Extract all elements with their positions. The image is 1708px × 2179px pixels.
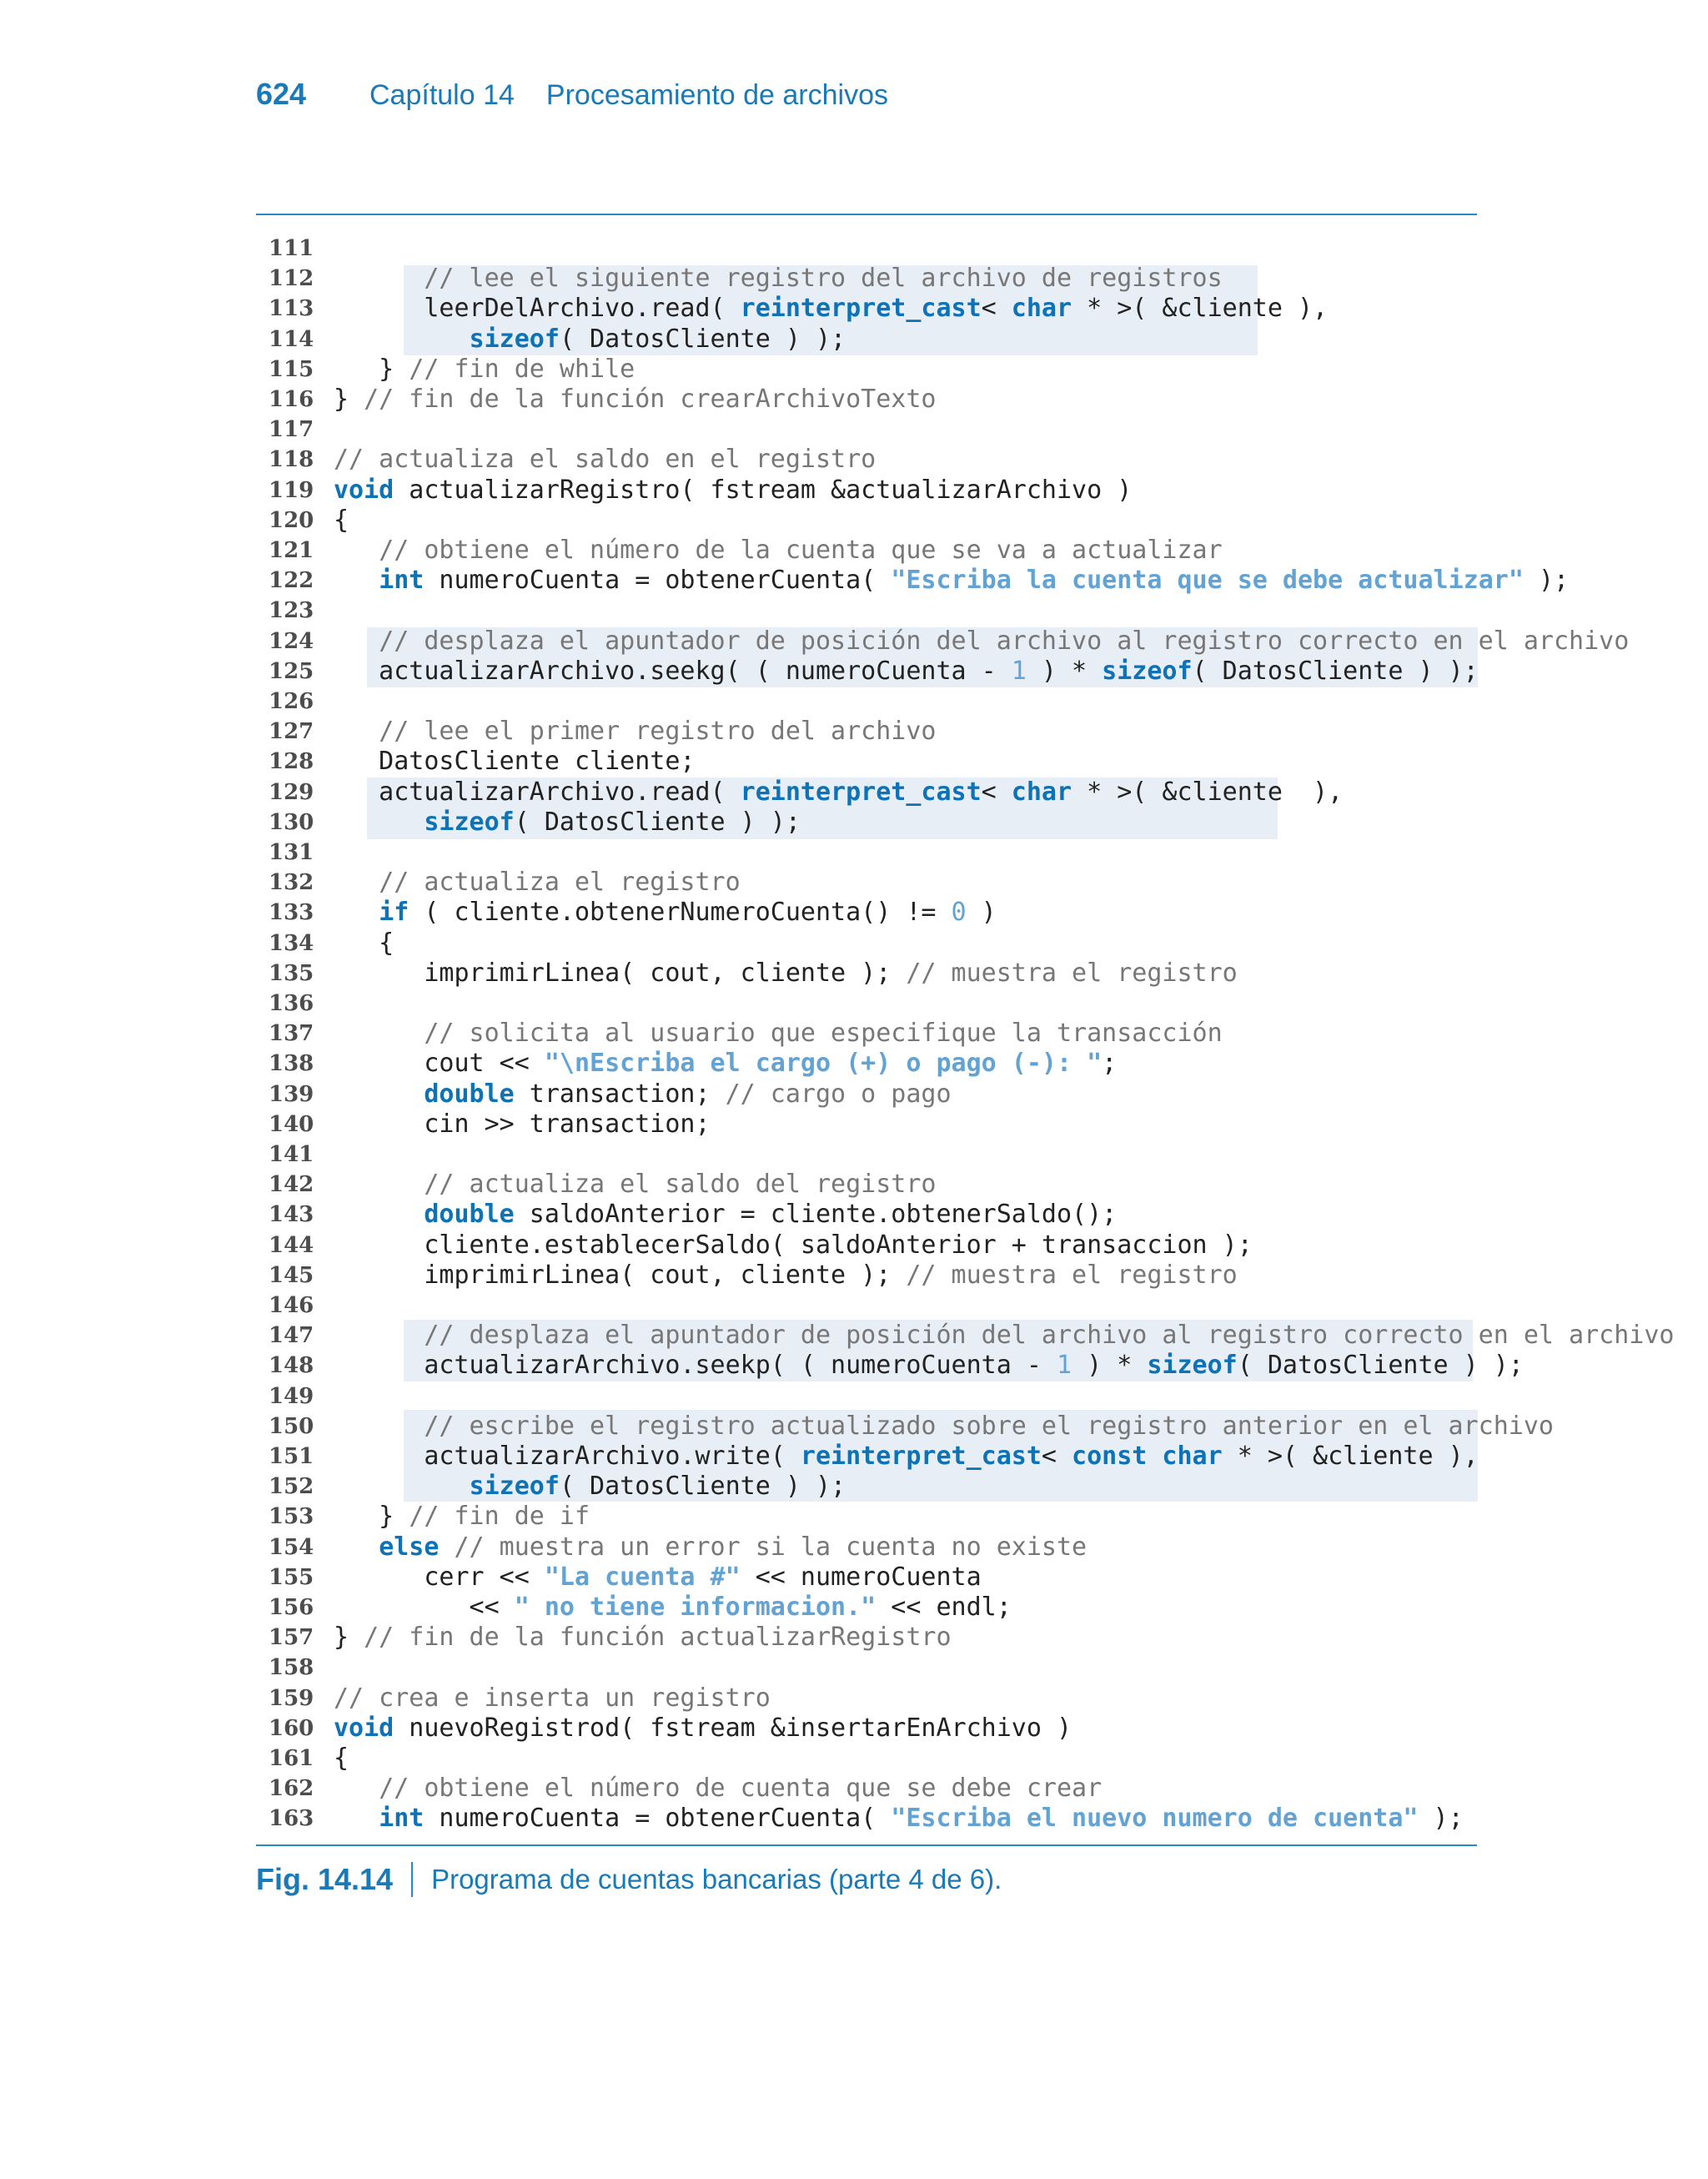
- line-number: 138: [269, 1051, 314, 1077]
- code-text: [334, 1744, 349, 1774]
- code-token: 1: [1011, 656, 1027, 686]
- code-token: {: [334, 1744, 349, 1773]
- line-number: 163: [269, 1806, 314, 1832]
- code-token: // escribe el registro actualizado sobre el registro anterior en el archivo: [424, 1411, 1554, 1441]
- line-number: 157: [269, 1625, 314, 1651]
- line-number: 125: [269, 658, 314, 684]
- code-text: [334, 1774, 1102, 1804]
- code-token: }: [334, 385, 364, 414]
- line-number: 112: [269, 266, 314, 292]
- code-token: cin >> transaction;: [334, 1109, 711, 1139]
- code-token: sizeof: [1102, 656, 1193, 686]
- line-number: 117: [269, 417, 314, 443]
- code-text: [334, 385, 936, 415]
- code-token: {: [334, 505, 349, 535]
- code-text: [334, 536, 1223, 566]
- code-token: );: [1418, 1804, 1464, 1834]
- code-token: {: [334, 928, 394, 958]
- code-token: [334, 1200, 424, 1229]
- code-text: [334, 325, 846, 355]
- code-token: cerr <<: [334, 1562, 545, 1592]
- code-text: [334, 1412, 1554, 1442]
- line-number: 132: [269, 870, 314, 896]
- code-token: double: [424, 1079, 515, 1109]
- section-title: Procesamiento de archivos: [545, 79, 888, 111]
- code-text: [334, 506, 349, 536]
- code-token: }: [334, 354, 409, 384]
- code-token: [334, 808, 424, 837]
- line-number: 162: [269, 1776, 314, 1802]
- code-token: ( cliente.obtenerNumeroCuenta() !=: [409, 898, 952, 928]
- code-token: reinterpret_cast: [740, 777, 982, 807]
- code-token: ): [966, 898, 997, 928]
- code-token: // actualiza el saldo del registro: [424, 1170, 937, 1200]
- code-token: 1: [1056, 1351, 1073, 1381]
- code-token: actualizarRegistro( fstream &actualizarArchivo ): [394, 475, 1133, 505]
- code-text: [334, 627, 1629, 657]
- line-number: 120: [269, 507, 314, 533]
- code-text: [334, 1261, 1238, 1291]
- code-text: [334, 1442, 1479, 1472]
- line-number: 119: [269, 477, 314, 503]
- code-text: [334, 566, 1569, 596]
- code-token: ( DatosCliente ) );: [1237, 1351, 1524, 1381]
- code-text: [334, 264, 1223, 294]
- running-header: [256, 77, 888, 123]
- code-token: // desplaza el apuntador de posición del archivo al registro correcto en el archivo: [424, 1321, 1675, 1351]
- code-token: [334, 1079, 424, 1109]
- code-token: // fin de if: [409, 1502, 590, 1532]
- bottom-rule: [256, 1844, 1477, 1846]
- code-text: [334, 476, 1132, 506]
- code-token: "\nEscriba el cargo (+) o pago (-): ": [544, 1049, 1103, 1079]
- code-token: cliente.establecerSaldo( saldoAnterior + transaccion );: [334, 1230, 1253, 1260]
- line-number: 147: [269, 1323, 314, 1349]
- code-token: << numeroCuenta: [740, 1562, 982, 1592]
- code-token: }: [334, 1502, 409, 1532]
- code-token: // obtiene el número de la cuenta que se va a actualizar: [379, 536, 1223, 565]
- code-token: void: [334, 475, 394, 505]
- line-number: 141: [269, 1142, 314, 1167]
- code-text: [334, 1563, 982, 1593]
- code-token: [334, 1532, 379, 1562]
- code-text: [334, 1472, 846, 1502]
- line-number: 137: [269, 1021, 314, 1047]
- code-token: if: [379, 898, 409, 928]
- line-number: 154: [269, 1534, 314, 1560]
- code-token: cout <<: [334, 1049, 545, 1079]
- code-token: double: [424, 1200, 515, 1230]
- code-token: else: [379, 1532, 440, 1562]
- code-text: [334, 1502, 590, 1532]
- code-token: const char: [1072, 1442, 1223, 1471]
- line-number: 146: [269, 1293, 314, 1318]
- code-text: [334, 1200, 1117, 1230]
- line-number: 124: [269, 628, 314, 654]
- code-token: // muestra un error si la cuenta no existe: [454, 1532, 1088, 1562]
- code-token: imprimirLinea( cout, cliente );: [334, 958, 907, 988]
- top-rule: [256, 214, 1477, 215]
- code-token: << endl;: [876, 1593, 1012, 1622]
- figure-caption: [256, 1859, 1002, 1900]
- code-token: void: [334, 1713, 394, 1743]
- code-token: ) *: [1072, 1351, 1148, 1381]
- line-number: 128: [269, 749, 314, 775]
- line-number: 135: [269, 960, 314, 986]
- code-token: DatosCliente cliente;: [334, 747, 696, 777]
- code-text: [334, 355, 635, 385]
- code-text: [334, 1804, 1464, 1834]
- code-token: imprimirLinea( cout, cliente );: [334, 1260, 907, 1290]
- code-text: [334, 1351, 1524, 1381]
- code-text: [334, 959, 1238, 989]
- code-token: // fin de la función actualizarRegistro: [364, 1623, 952, 1653]
- code-token: [334, 1472, 470, 1501]
- line-number: 151: [269, 1444, 314, 1469]
- code-token: [334, 1019, 424, 1048]
- line-number: 118: [269, 447, 314, 473]
- code-text: [334, 1170, 936, 1200]
- code-text: [334, 717, 936, 747]
- code-token: [334, 536, 379, 565]
- code-token: // actualiza el saldo en el registro: [334, 445, 877, 475]
- line-number: 131: [269, 840, 314, 865]
- code-token: ) *: [1026, 656, 1103, 686]
- code-token: ;: [1102, 1049, 1118, 1079]
- code-token: nuevoRegistrod( fstream &insertarEnArchivo ): [394, 1713, 1073, 1743]
- code-token: // muestra el registro: [906, 958, 1238, 988]
- code-token: [334, 717, 379, 746]
- caption-separator: [411, 1862, 413, 1897]
- code-text: [334, 1683, 771, 1714]
- code-text: [334, 1532, 1087, 1563]
- code-token: actualizarArchivo.write(: [334, 1442, 801, 1471]
- code-text: [334, 1230, 1253, 1261]
- code-token: [334, 1412, 424, 1441]
- line-number: 148: [269, 1353, 314, 1379]
- code-token: "La cuenta #": [544, 1562, 741, 1592]
- line-number: 142: [269, 1172, 314, 1198]
- code-text: [334, 777, 1343, 808]
- code-token: int: [379, 1804, 424, 1834]
- code-text: [334, 1321, 1674, 1351]
- code-text: [334, 1019, 1223, 1049]
- code-token: actualizarArchivo.seekg( ( numeroCuenta -: [334, 656, 1012, 686]
- line-number: 114: [269, 326, 314, 352]
- chapter-title: Capítulo 14: [369, 79, 515, 111]
- code-token: [334, 1774, 379, 1803]
- code-text: [334, 928, 394, 959]
- page-number: 624: [256, 77, 307, 111]
- code-token: // solicita al usuario que especifique la transacción: [424, 1019, 1223, 1049]
- code-token: leerDelArchivo.read(: [334, 294, 741, 324]
- code-token: <<: [334, 1593, 515, 1622]
- line-number: 129: [269, 779, 314, 805]
- code-token: // lee el primer registro del archivo: [379, 717, 937, 747]
- code-token: sizeof: [469, 1472, 560, 1502]
- code-token: <: [981, 294, 1012, 324]
- code-token: [439, 1532, 454, 1562]
- code-token: transaction;: [514, 1079, 726, 1109]
- line-number: 111: [269, 236, 314, 261]
- code-token: <: [1041, 1442, 1073, 1471]
- code-token: [334, 1321, 424, 1350]
- code-text: [334, 1623, 952, 1653]
- code-token: // fin de while: [409, 354, 635, 384]
- line-number: 150: [269, 1413, 314, 1439]
- code-token: <: [981, 777, 1012, 807]
- code-token: " no tiene informacion.": [514, 1593, 877, 1622]
- code-token: );: [1523, 566, 1570, 596]
- code-token: sizeof: [1147, 1351, 1238, 1381]
- code-token: ( DatosCliente ) );: [1192, 656, 1479, 686]
- code-token: char: [1011, 294, 1073, 324]
- code-token: [334, 1170, 424, 1199]
- code-token: // crea e inserta un registro: [334, 1683, 771, 1713]
- code-token: reinterpret_cast: [740, 294, 982, 324]
- code-token: * >( &cliente ),: [1072, 777, 1344, 807]
- code-token: [334, 627, 379, 656]
- code-token: [334, 1804, 379, 1833]
- code-token: ( DatosCliente ) );: [514, 807, 801, 837]
- line-number: 143: [269, 1202, 314, 1228]
- line-number: 159: [269, 1685, 314, 1711]
- code-text: [334, 1049, 1117, 1079]
- line-number: 127: [269, 719, 314, 745]
- figure-title: Programa de cuentas bancarias (parte 4 de 6).: [431, 1864, 1002, 1895]
- figure-label: Fig. 14.14: [256, 1862, 394, 1896]
- code-text: [334, 747, 695, 777]
- line-number: 152: [269, 1474, 314, 1500]
- code-text: [334, 868, 741, 898]
- code-token: numeroCuenta = obtenerCuenta(: [424, 1804, 892, 1834]
- line-number: 160: [269, 1715, 314, 1741]
- code-token: // actualiza el registro: [379, 868, 741, 898]
- code-token: * >( &cliente ),: [1072, 294, 1329, 324]
- code-text: [334, 294, 1328, 324]
- code-token: // obtiene el número de cuenta que se debe crear: [379, 1774, 1103, 1804]
- code-token: "Escriba el nuevo numero de cuenta": [891, 1804, 1419, 1834]
- line-number: 136: [269, 991, 314, 1016]
- line-number: 113: [269, 296, 314, 322]
- line-number: 134: [269, 930, 314, 956]
- code-token: [334, 264, 424, 293]
- code-text: [334, 898, 997, 928]
- code-token: 0: [951, 898, 967, 928]
- line-number: 115: [269, 356, 314, 382]
- code-token: numeroCuenta = obtenerCuenta(: [424, 566, 892, 596]
- code-token: int: [379, 566, 424, 596]
- line-number: 121: [269, 538, 314, 563]
- line-number: 123: [269, 598, 314, 624]
- code-token: }: [334, 1623, 364, 1653]
- code-text: [334, 1110, 711, 1140]
- code-token: // fin de la función crearArchivoTexto: [364, 385, 937, 414]
- code-token: * >( &cliente ),: [1222, 1442, 1479, 1471]
- code-token: // muestra el registro: [906, 1260, 1238, 1290]
- code-text: [334, 1079, 952, 1110]
- code-token: sizeof: [469, 324, 560, 354]
- code-token: "Escriba la cuenta que se debe actualizar": [891, 566, 1524, 596]
- code-token: // desplaza el apuntador de posición del archivo al registro correcto en el archivo: [379, 626, 1630, 656]
- line-number: 122: [269, 568, 314, 594]
- line-number: 144: [269, 1232, 314, 1258]
- code-text: [334, 1714, 1072, 1744]
- code-text: [334, 445, 876, 475]
- code-token: reinterpret_cast: [800, 1442, 1042, 1471]
- code-token: ( DatosCliente ) );: [559, 1472, 846, 1502]
- code-token: [334, 868, 379, 897]
- line-number: 153: [269, 1504, 314, 1530]
- line-number: 158: [269, 1655, 314, 1681]
- code-token: // cargo o pago: [725, 1079, 952, 1109]
- code-token: char: [1011, 777, 1073, 807]
- line-number: 149: [269, 1383, 314, 1409]
- line-number: 156: [269, 1595, 314, 1620]
- code-token: // lee el siguiente registro del archivo de registros: [424, 264, 1223, 294]
- line-number: 140: [269, 1111, 314, 1137]
- code-token: sizeof: [424, 807, 515, 837]
- line-number: 161: [269, 1746, 314, 1771]
- line-number: 126: [269, 689, 314, 714]
- code-token: [334, 566, 379, 595]
- line-number: 155: [269, 1564, 314, 1590]
- code-token: [334, 898, 379, 927]
- code-token: actualizarArchivo.read(: [334, 777, 741, 807]
- line-number: 116: [269, 387, 314, 412]
- code-token: actualizarArchivo.seekp( ( numeroCuenta -: [334, 1351, 1057, 1381]
- line-number: 133: [269, 900, 314, 926]
- line-number: 139: [269, 1081, 314, 1107]
- line-number: 145: [269, 1262, 314, 1288]
- code-text: [334, 1593, 1012, 1623]
- code-text: [334, 657, 1479, 687]
- code-text: [334, 808, 801, 838]
- line-number: 130: [269, 809, 314, 835]
- code-token: saldoAnterior = cliente.obtenerSaldo();: [514, 1200, 1118, 1230]
- code-token: ( DatosCliente ) );: [559, 324, 846, 354]
- code-token: [334, 325, 470, 354]
